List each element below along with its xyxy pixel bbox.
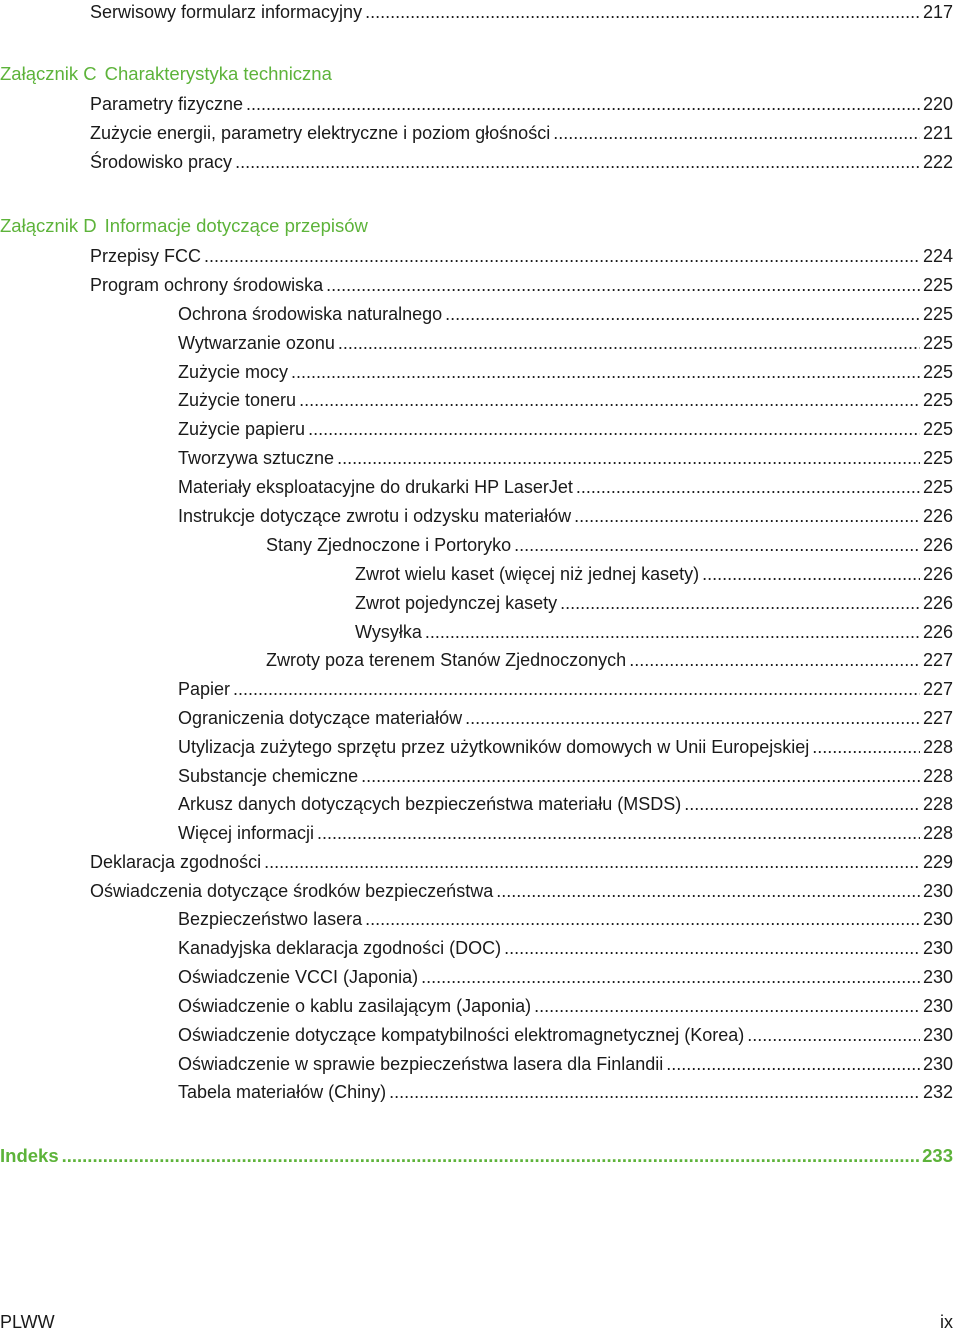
toc-entry-title: Środowisko pracy bbox=[90, 152, 233, 172]
toc-entry-page: 232 bbox=[922, 1082, 953, 1102]
toc-entry-page: 229 bbox=[922, 852, 953, 872]
toc-entry[interactable] bbox=[178, 360, 953, 384]
toc-entry[interactable] bbox=[178, 302, 953, 326]
toc-entry-title: Instrukcje dotyczące zwrotu i odzysku materiałów bbox=[178, 506, 572, 526]
toc-entry-title: Utylizacja zużytego sprzętu przez użytkowników domowych w Unii Europejskiej bbox=[178, 737, 810, 757]
toc-entry[interactable] bbox=[355, 591, 953, 615]
toc-entry-title: Indeks bbox=[0, 1145, 59, 1166]
toc-entry[interactable] bbox=[178, 446, 953, 470]
toc-entry-page: 217 bbox=[922, 2, 953, 22]
dot-leader bbox=[504, 936, 920, 960]
dot-leader bbox=[246, 92, 920, 116]
toc-entry-page: 226 bbox=[922, 506, 953, 526]
toc-entry-title: Oświadczenie VCCI (Japonia) bbox=[178, 967, 419, 987]
dot-leader bbox=[361, 764, 920, 788]
toc-entry-page: 225 bbox=[922, 275, 953, 295]
toc-entry-page: 228 bbox=[922, 766, 953, 786]
dot-leader bbox=[684, 792, 920, 816]
toc-entry-title: Zużycie energii, parametry elektryczne i poziom głośności bbox=[90, 123, 551, 143]
dot-leader bbox=[534, 994, 920, 1018]
toc-entry-page: 228 bbox=[922, 794, 953, 814]
toc-entry-title: Materiały eksploatacyjne do drukarki HP LaserJet bbox=[178, 477, 573, 497]
toc-entry-page: 230 bbox=[922, 1025, 953, 1045]
dot-leader bbox=[365, 0, 920, 24]
dot-leader bbox=[465, 706, 920, 730]
toc-entry-title: Kanadyjska deklaracja zgodności (DOC) bbox=[178, 938, 502, 958]
dot-leader bbox=[812, 735, 920, 759]
dot-leader bbox=[629, 648, 920, 672]
toc-entry-page: 226 bbox=[922, 622, 953, 642]
toc-entry-title: Oświadczenie o kablu zasilającym (Japonia) bbox=[178, 996, 532, 1016]
toc-entry-title: Deklaracja zgodności bbox=[90, 852, 262, 872]
toc-entry[interactable] bbox=[178, 907, 953, 931]
toc-entry-page: 230 bbox=[922, 938, 953, 958]
toc-entry[interactable] bbox=[178, 417, 953, 441]
dot-leader bbox=[553, 121, 920, 145]
toc-entry-page: 224 bbox=[922, 246, 953, 266]
toc-entry-title: Program ochrony środowiska bbox=[90, 275, 324, 295]
footer-page-number: ix bbox=[940, 1312, 953, 1332]
toc-entry-page: 225 bbox=[922, 362, 953, 382]
toc-entry[interactable] bbox=[178, 388, 953, 412]
toc-entry-page: 226 bbox=[922, 564, 953, 584]
toc-entry-page: 230 bbox=[922, 909, 953, 929]
appendix-label: Załącznik D bbox=[0, 215, 97, 236]
dot-leader bbox=[299, 388, 920, 412]
toc-entry[interactable] bbox=[355, 562, 953, 586]
appendix-title: Informacje dotyczące przepisów bbox=[104, 215, 368, 236]
toc-entry-page: 227 bbox=[922, 679, 953, 699]
toc-entry-page: 222 bbox=[922, 152, 953, 172]
toc-entry-title: Ograniczenia dotyczące materiałów bbox=[178, 708, 463, 728]
toc-entry-page: 227 bbox=[922, 650, 953, 670]
toc-entry[interactable] bbox=[90, 273, 953, 297]
toc-entry-title: Substancje chemiczne bbox=[178, 766, 359, 786]
toc-entry-title: Stany Zjednoczone i Portoryko bbox=[266, 535, 512, 555]
dot-leader bbox=[445, 302, 920, 326]
toc-entry-title: Zużycie mocy bbox=[178, 362, 289, 382]
toc-entry-page: 227 bbox=[922, 708, 953, 728]
dot-leader bbox=[326, 273, 920, 297]
toc-entry[interactable] bbox=[90, 150, 953, 174]
toc-entry[interactable] bbox=[90, 244, 953, 268]
toc-entry-title: Zwrot pojedynczej kasety bbox=[355, 593, 558, 613]
toc-entry[interactable] bbox=[178, 936, 953, 960]
toc-entry-page: 225 bbox=[922, 477, 953, 497]
toc-entry-page: 225 bbox=[922, 390, 953, 410]
dot-leader bbox=[560, 591, 920, 615]
dot-leader bbox=[264, 850, 920, 874]
dot-leader bbox=[425, 620, 920, 644]
toc-entry-page: 230 bbox=[922, 996, 953, 1016]
toc-entry[interactable] bbox=[178, 965, 953, 989]
dot-leader bbox=[389, 1080, 920, 1104]
toc-entry[interactable] bbox=[178, 677, 953, 701]
dot-leader bbox=[576, 475, 920, 499]
toc-entry[interactable] bbox=[178, 504, 953, 528]
toc-entry-page: 233 bbox=[922, 1145, 953, 1166]
toc-entry[interactable] bbox=[178, 706, 953, 730]
dot-leader bbox=[317, 821, 920, 845]
dot-leader bbox=[233, 677, 920, 701]
toc-entry-title: Przepisy FCC bbox=[90, 246, 202, 266]
toc-entry-title: Bezpieczeństwo lasera bbox=[178, 909, 363, 929]
toc-entry[interactable] bbox=[90, 121, 953, 145]
toc-entry-title: Więcej informacji bbox=[178, 823, 315, 843]
toc-entry-page: 230 bbox=[922, 1054, 953, 1074]
appendix-heading[interactable] bbox=[0, 214, 368, 238]
toc-entry[interactable] bbox=[178, 994, 953, 1018]
toc-entry[interactable] bbox=[178, 331, 953, 355]
dot-leader bbox=[421, 965, 920, 989]
dot-leader bbox=[666, 1052, 920, 1076]
toc-entry[interactable] bbox=[178, 821, 953, 845]
toc-entry-title: Zużycie toneru bbox=[178, 390, 297, 410]
toc-entry[interactable] bbox=[90, 879, 953, 903]
toc-entry-page: 225 bbox=[922, 333, 953, 353]
toc-entry-page: 228 bbox=[922, 737, 953, 757]
toc-entry-page: 226 bbox=[922, 535, 953, 555]
appendix-label: Załącznik C bbox=[0, 63, 97, 84]
toc-entry-title: Arkusz danych dotyczących bezpieczeństwa materiału (MSDS) bbox=[178, 794, 682, 814]
toc-entry[interactable] bbox=[90, 0, 953, 24]
toc-entry-page: 228 bbox=[922, 823, 953, 843]
toc-entry-page: 221 bbox=[922, 123, 953, 143]
toc-entry[interactable] bbox=[178, 1023, 953, 1047]
dot-leader bbox=[62, 1144, 920, 1168]
toc-entry-title: Zwroty poza terenem Stanów Zjednoczonych bbox=[266, 650, 627, 670]
dot-leader bbox=[496, 879, 920, 903]
toc-entry[interactable] bbox=[178, 1052, 953, 1076]
dot-leader bbox=[308, 417, 920, 441]
dot-leader bbox=[337, 446, 920, 470]
toc-entry[interactable] bbox=[90, 92, 953, 116]
dot-leader bbox=[235, 150, 920, 174]
toc-entry-title: Parametry fizyczne bbox=[90, 94, 244, 114]
toc-entry-page: 226 bbox=[922, 593, 953, 613]
dot-leader bbox=[365, 907, 920, 931]
toc-entry-title: Tworzywa sztuczne bbox=[178, 448, 335, 468]
toc-entry[interactable] bbox=[178, 475, 953, 499]
toc-entry[interactable] bbox=[178, 1080, 953, 1104]
toc-entry-title: Wytwarzanie ozonu bbox=[178, 333, 335, 353]
dot-leader bbox=[747, 1023, 920, 1047]
appendix-title: Charakterystyka techniczna bbox=[104, 63, 332, 84]
toc-entry-title: Ochrona środowiska naturalnego bbox=[178, 304, 443, 324]
toc-entry-page: 220 bbox=[922, 94, 953, 114]
toc-entry-page: 225 bbox=[922, 448, 953, 468]
toc-entry-title: Wysyłka bbox=[355, 622, 422, 642]
dot-leader bbox=[338, 331, 920, 355]
toc-entry-title: Oświadczenia dotyczące środków bezpieczeństwa bbox=[90, 881, 494, 901]
toc-entry[interactable] bbox=[266, 533, 953, 557]
toc-entry-page: 230 bbox=[922, 881, 953, 901]
dot-leader bbox=[574, 504, 920, 528]
toc-entry[interactable] bbox=[266, 648, 953, 672]
dot-leader bbox=[204, 244, 920, 268]
dot-leader bbox=[291, 360, 920, 384]
toc-entry-title: Zużycie papieru bbox=[178, 419, 306, 439]
dot-leader bbox=[702, 562, 920, 586]
toc-entry-index[interactable] bbox=[0, 1144, 953, 1168]
toc-entry-page: 225 bbox=[922, 304, 953, 324]
toc-entry[interactable] bbox=[178, 792, 953, 816]
toc-entry[interactable] bbox=[90, 850, 953, 874]
toc-entry[interactable] bbox=[178, 735, 953, 759]
toc-entry-title: Papier bbox=[178, 679, 231, 699]
toc-entry-title: Tabela materiałów (Chiny) bbox=[178, 1082, 387, 1102]
footer-locale: PLWW bbox=[0, 1312, 55, 1332]
appendix-heading[interactable] bbox=[0, 62, 332, 86]
toc-entry[interactable] bbox=[355, 620, 953, 644]
dot-leader bbox=[514, 533, 920, 557]
toc-entry-title: Zwrot wielu kaset (więcej niż jednej kasety) bbox=[355, 564, 700, 584]
toc-entry[interactable] bbox=[178, 764, 953, 788]
toc-entry-page: 230 bbox=[922, 967, 953, 987]
toc-entry-title: Oświadczenie dotyczące kompatybilności elektromagnetycznej (Korea) bbox=[178, 1025, 745, 1045]
toc-entry-title: Serwisowy formularz informacyjny bbox=[90, 2, 363, 22]
toc-entry-title: Oświadczenie w sprawie bezpieczeństwa lasera dla Finlandii bbox=[178, 1054, 664, 1074]
toc-entry-page: 225 bbox=[922, 419, 953, 439]
